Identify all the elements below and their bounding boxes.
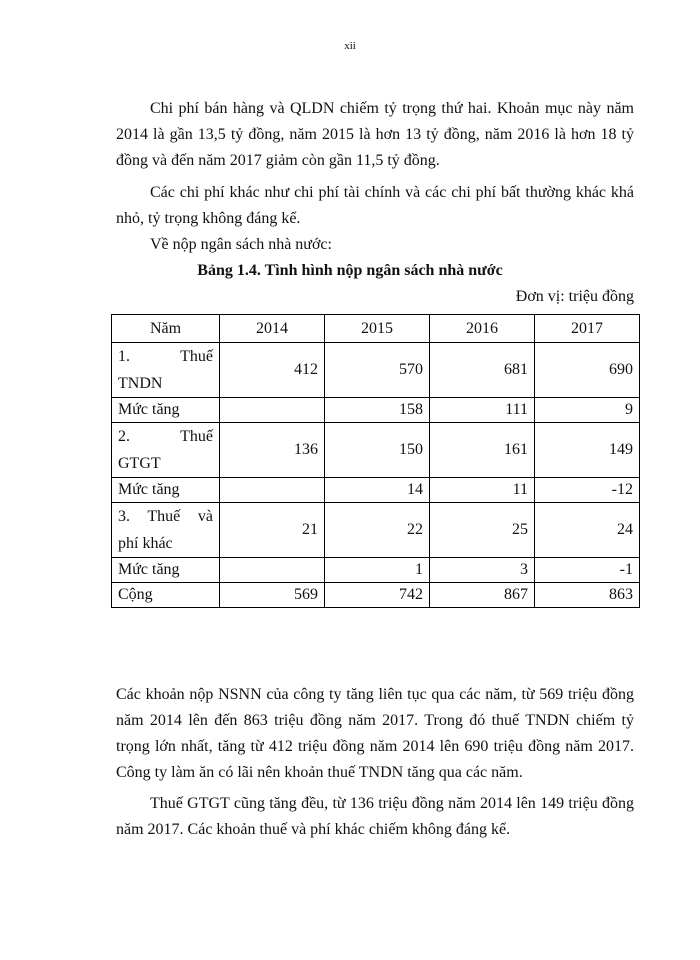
row-label-line: TNDN [118, 375, 163, 392]
table-cell: 569 [220, 583, 325, 608]
row-label-line: 2. Thuế [118, 428, 213, 445]
table-cell: 1 [325, 558, 430, 583]
header-cell: 2014 [220, 315, 325, 343]
table-row [112, 398, 640, 423]
table-cell: 22 [325, 503, 430, 558]
table-cell: 570 [325, 343, 430, 398]
table-cell: 412 [220, 343, 325, 398]
row-label [112, 503, 220, 558]
paragraph-vat-analysis: Thuế GTGT cũng tăng đều, từ 136 triệu đồng năm 2014 lên 149 triệu đồng năm 2017. Các khoản thuế và phí khác chiếm không đáng kể. [116, 795, 634, 838]
paragraph-budget-intro: Về nộp ngân sách nhà nước: [150, 236, 332, 253]
row-label: Cộng [112, 583, 220, 608]
table-cell: 681 [430, 343, 535, 398]
row-label-line: GTGT [118, 455, 161, 472]
table-cell: -1 [535, 558, 640, 583]
table-cell [220, 558, 325, 583]
table-cell: 149 [535, 423, 640, 478]
table-cell: 14 [325, 478, 430, 503]
table-cell: 111 [430, 398, 535, 423]
table-cell: 9 [535, 398, 640, 423]
paragraph-selling-costs: Chi phí bán hàng và QLDN chiếm tỷ trọng thứ hai. Khoản mục này năm 2014 là gần 13,5 tỷ đồng, năm 2015 là hơn 13 tỷ đồng, năm 2016 là hơn 18 tỷ đồng và đến năm 2017 giảm còn gần 11,5 tỷ đồng. [116, 100, 634, 169]
budget-table [111, 314, 640, 608]
row-label [112, 423, 220, 478]
table-cell: 161 [430, 423, 535, 478]
row-label-line: 1. Thuế [118, 348, 213, 365]
table-cell: 11 [430, 478, 535, 503]
table-total-row [112, 583, 640, 608]
row-label [112, 343, 220, 398]
header-cell: 2016 [430, 315, 535, 343]
page-number: xii [344, 40, 356, 52]
table-header-row [112, 315, 640, 343]
table-row [112, 503, 640, 558]
header-cell: 2015 [325, 315, 430, 343]
table-cell: 136 [220, 423, 325, 478]
table-cell: 3 [430, 558, 535, 583]
table-caption: Bảng 1.4. Tình hình nộp ngân sách nhà nước [197, 262, 503, 279]
table-cell: 690 [535, 343, 640, 398]
table-unit: Đơn vị: triệu đồng [515, 288, 634, 305]
table-row [112, 558, 640, 583]
row-label: Mức tăng [112, 478, 220, 503]
table-row [112, 343, 640, 398]
row-label: Mức tăng [112, 398, 220, 423]
table-cell: 158 [325, 398, 430, 423]
table-cell: 24 [535, 503, 640, 558]
table-cell: 25 [430, 503, 535, 558]
paragraph-other-costs: Các chi phí khác như chi phí tài chính và các chi phí bất thường khác khá nhỏ, tỷ trọng không đáng kể. [116, 184, 634, 227]
row-label: Mức tăng [112, 558, 220, 583]
row-label-line: phí khác [118, 535, 173, 552]
header-cell: 2017 [535, 315, 640, 343]
paragraph-budget-analysis: Các khoản nộp NSNN của công ty tăng liên tục qua các năm, từ 569 triệu đồng năm 2014 lên đến 863 triệu đồng năm 2017. Trong đó thuế TNDN chiếm tỷ trọng lớn nhất, tăng từ 412 triệu đồng năm 2014 lên 690 triệu đồng năm 2017. Công ty làm ăn có lãi nên khoản thuế TNDN tăng qua các năm. [116, 686, 634, 781]
table-cell: -12 [535, 478, 640, 503]
row-label-line: 3. Thuế và [118, 508, 213, 525]
table-cell [220, 398, 325, 423]
table-row [112, 478, 640, 503]
table-cell: 21 [220, 503, 325, 558]
table-cell: 863 [535, 583, 640, 608]
table-cell: 742 [325, 583, 430, 608]
table-row [112, 423, 640, 478]
table-cell [220, 478, 325, 503]
header-cell: Năm [112, 315, 220, 343]
table-cell: 150 [325, 423, 430, 478]
table-cell: 867 [430, 583, 535, 608]
